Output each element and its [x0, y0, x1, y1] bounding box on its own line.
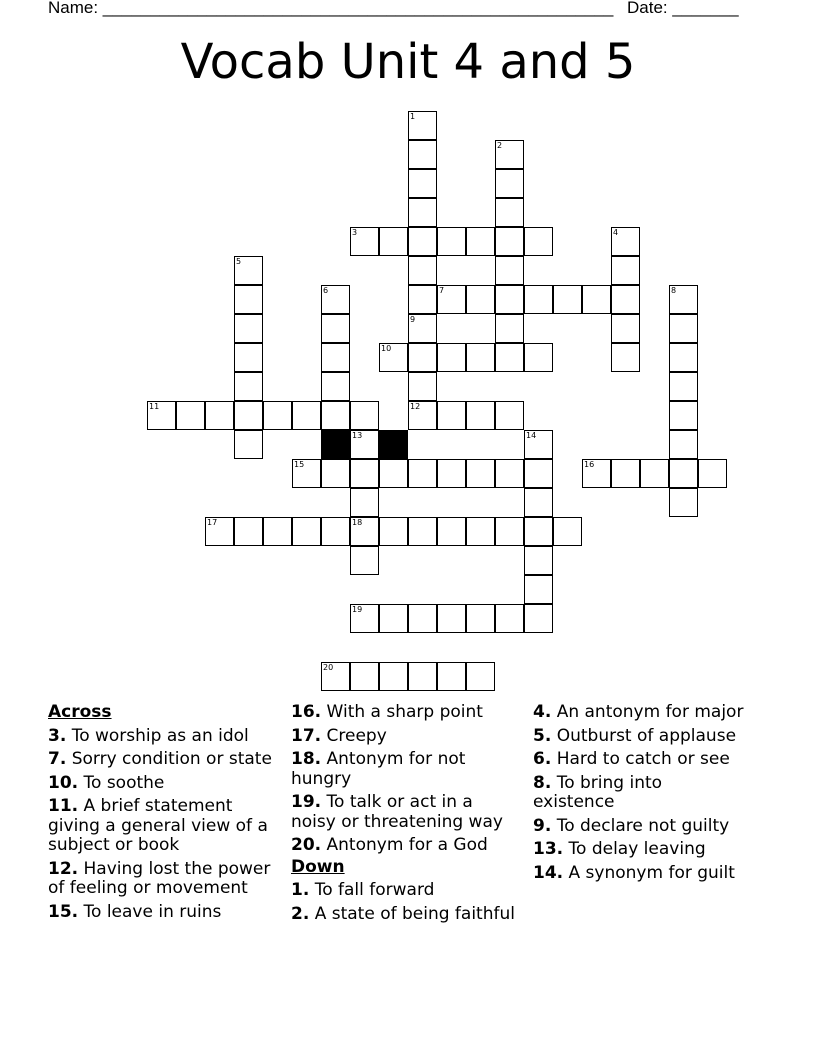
grid-cell[interactable] [408, 662, 437, 691]
clue-item-text: An antonym for major [551, 702, 744, 722]
clue-item-text: Antonym for a God [321, 835, 488, 855]
clue-item-number: 10. [48, 772, 79, 793]
grid-cell[interactable] [582, 459, 611, 488]
clue-item [533, 727, 748, 747]
grid-cell[interactable] [495, 256, 524, 285]
grid-cell[interactable] [669, 488, 698, 517]
grid-cell[interactable] [321, 662, 350, 691]
clue-item [533, 774, 748, 813]
clue-number: 3 [352, 228, 358, 237]
clue-item [291, 905, 523, 925]
clue-item [48, 727, 283, 747]
grid-cell[interactable] [524, 546, 553, 575]
grid-cell[interactable] [292, 401, 321, 430]
clue-item-text: Creepy [321, 725, 387, 746]
grid-cell[interactable] [408, 314, 437, 343]
clue-item-number: 3. [48, 725, 67, 746]
grid-cell[interactable] [350, 517, 379, 546]
clue-item-text: To fall forward [309, 880, 435, 900]
grid-cell[interactable] [408, 343, 437, 372]
grid-cell[interactable] [524, 488, 553, 517]
date-field-label: Date: _______ [627, 0, 739, 17]
clue-number: 2 [497, 141, 503, 150]
grid-cell[interactable] [611, 343, 640, 372]
grid-cell[interactable] [234, 343, 263, 372]
grid-cell[interactable] [408, 227, 437, 256]
name-field-label: Name: ______________________________________________________ [48, 0, 614, 17]
grid-cell[interactable] [495, 517, 524, 546]
grid-cell[interactable] [408, 459, 437, 488]
down-heading: Down [291, 856, 345, 877]
grid-cell[interactable] [495, 285, 524, 314]
grid-cell[interactable] [466, 517, 495, 546]
clue-item [533, 840, 748, 860]
grid-cell[interactable] [234, 401, 263, 430]
grid-cell[interactable] [437, 459, 466, 488]
grid-cell[interactable] [234, 517, 263, 546]
grid-cell[interactable] [263, 401, 292, 430]
grid-cell[interactable] [524, 604, 553, 633]
grid-cell[interactable] [321, 401, 350, 430]
grid-cell[interactable] [205, 517, 234, 546]
grid-cell[interactable] [466, 401, 495, 430]
grid-cell[interactable] [263, 517, 292, 546]
grid-cell[interactable] [640, 459, 669, 488]
grid-cell[interactable] [147, 401, 176, 430]
clue-item [291, 836, 523, 856]
grid-cell[interactable] [669, 430, 698, 459]
clue-item-number: 1. [291, 880, 310, 900]
grid-cell[interactable] [495, 169, 524, 198]
clue-number: 19 [352, 605, 363, 614]
clue-number: 4 [613, 228, 619, 237]
clue-item-text: To worship as an idol [66, 725, 249, 746]
grid-cell[interactable] [669, 372, 698, 401]
grid-cell[interactable] [466, 604, 495, 633]
grid-cell[interactable] [669, 343, 698, 372]
grid-cell[interactable] [350, 227, 379, 256]
clues-column-2 [291, 702, 523, 924]
clue-item-number: 9. [533, 815, 552, 836]
grid-cell[interactable] [669, 401, 698, 430]
clue-number: 20 [323, 663, 334, 672]
clue-item [48, 774, 283, 794]
clue-number: 14 [526, 431, 537, 440]
clue-number: 18 [352, 518, 363, 527]
clue-number: 1 [410, 112, 416, 121]
grid-cell[interactable] [611, 314, 640, 343]
clue-number: 15 [294, 460, 305, 469]
grid-cell[interactable] [408, 169, 437, 198]
grid-cell[interactable] [495, 459, 524, 488]
clue-item-number: 13. [533, 839, 564, 859]
clue-item [48, 750, 283, 770]
clue-item-number: 15. [48, 901, 79, 922]
clue-item [291, 881, 523, 901]
clue-item [533, 703, 748, 723]
clue-number: 17 [207, 518, 218, 527]
clue-item-number: 2. [291, 903, 310, 924]
clue-number: 7 [439, 286, 445, 295]
clue-item-number: 17. [291, 725, 322, 746]
grid-cell[interactable] [350, 662, 379, 691]
grid-cell[interactable] [321, 285, 350, 314]
grid-cell[interactable] [437, 662, 466, 691]
grid-cell[interactable] [234, 314, 263, 343]
grid-cell[interactable] [524, 575, 553, 604]
clue-item-number: 7. [48, 749, 67, 769]
clue-number: 11 [149, 402, 160, 411]
clue-item-text: Having lost the power of feeling or movement [48, 858, 271, 898]
grid-cell[interactable] [321, 343, 350, 372]
clue-item-text: A state of being faithful [309, 903, 515, 924]
grid-cell[interactable] [408, 604, 437, 633]
grid-cell[interactable] [379, 343, 408, 372]
clue-item-text: A synonym for guilt [563, 862, 735, 883]
grid-cell[interactable] [350, 546, 379, 575]
clue-item-text: With a sharp point [321, 702, 483, 722]
grid-cell[interactable] [437, 285, 466, 314]
grid-cell[interactable] [495, 604, 524, 633]
clue-item-number: 20. [291, 835, 322, 855]
clue-item [533, 864, 748, 884]
grid-cell[interactable] [321, 517, 350, 546]
clue-number: 13 [352, 431, 363, 440]
grid-cell[interactable] [234, 256, 263, 285]
grid-cell[interactable] [437, 343, 466, 372]
grid-cell[interactable] [379, 459, 408, 488]
grid-cell[interactable] [292, 459, 321, 488]
clue-item [48, 860, 283, 899]
clue-item-number: 8. [533, 772, 552, 793]
grid-cell[interactable] [495, 198, 524, 227]
grid-cell[interactable] [234, 372, 263, 401]
clue-item-text: To talk or act in a noisy or threatening way [291, 792, 503, 832]
grid-cell[interactable] [437, 517, 466, 546]
grid-cell[interactable] [495, 343, 524, 372]
clue-item-text: To soothe [78, 772, 165, 793]
clue-item-text: To bring into existence [533, 772, 663, 812]
grid-cell[interactable] [524, 227, 553, 256]
clue-item-number: 4. [533, 702, 552, 722]
clue-item-text: Sorry condition or state [66, 749, 272, 769]
grid-cell[interactable] [611, 256, 640, 285]
grid-cell[interactable] [408, 372, 437, 401]
clue-number: 16 [584, 460, 595, 469]
grid-cell[interactable] [524, 285, 553, 314]
clue-number: 9 [410, 315, 416, 324]
grid-cell[interactable] [669, 459, 698, 488]
clue-number: 12 [410, 402, 421, 411]
clue-item [291, 793, 523, 832]
grid-cell[interactable] [495, 227, 524, 256]
grid-cell[interactable] [205, 401, 234, 430]
grid-cell[interactable] [495, 314, 524, 343]
clue-item [533, 817, 748, 837]
clue-item-number: 12. [48, 858, 79, 879]
clue-number: 6 [323, 286, 329, 295]
grid-cell[interactable] [611, 285, 640, 314]
grid-cell[interactable] [234, 430, 263, 459]
clue-item-number: 6. [533, 749, 552, 769]
grid-cell[interactable] [524, 459, 553, 488]
grid-cell[interactable] [582, 285, 611, 314]
grid-cell[interactable] [379, 517, 408, 546]
clues-column-3 [533, 702, 748, 883]
grid-cell[interactable] [611, 459, 640, 488]
clue-item [291, 727, 523, 747]
clue-item [48, 903, 283, 923]
clue-item [291, 703, 523, 723]
page-title: Vocab Unit 4 and 5 [180, 34, 636, 90]
grid-cell[interactable] [524, 517, 553, 546]
grid-cell[interactable] [408, 198, 437, 227]
clue-item-number: 11. [48, 796, 79, 816]
grid-cell[interactable] [669, 314, 698, 343]
across-heading: Across [48, 702, 112, 722]
clue-item-number: 5. [533, 725, 552, 746]
clue-number: 10 [381, 344, 392, 353]
grid-cell[interactable] [698, 459, 727, 488]
grid-cell[interactable] [495, 401, 524, 430]
clue-item-text: Hard to catch or see [551, 749, 730, 769]
grid-cell[interactable] [466, 227, 495, 256]
grid-cell[interactable] [350, 604, 379, 633]
clue-item-text: A brief statement giving a general view of a subject or book [48, 796, 268, 855]
grid-cell[interactable] [321, 314, 350, 343]
grid-cell[interactable] [350, 430, 379, 459]
grid-cell[interactable] [495, 140, 524, 169]
grid-cell[interactable] [669, 285, 698, 314]
clues-column-1 [48, 702, 283, 922]
clue-item-text: Outburst of applause [551, 725, 737, 746]
grid-cell[interactable] [524, 430, 553, 459]
grid-cell[interactable] [437, 227, 466, 256]
clue-item [291, 750, 523, 789]
grid-cell[interactable] [466, 285, 495, 314]
clue-item-number: 16. [291, 702, 322, 722]
clue-item-text: To delay leaving [563, 839, 706, 859]
grid-cell[interactable] [292, 517, 321, 546]
grid-cell[interactable] [437, 401, 466, 430]
grid-cell[interactable] [466, 662, 495, 691]
clue-number: 5 [236, 257, 242, 266]
clue-item-text: To leave in ruins [78, 901, 222, 922]
grid-cell[interactable] [379, 662, 408, 691]
grid-cell[interactable] [611, 227, 640, 256]
grid-black-cell [321, 430, 350, 459]
grid-cell[interactable] [408, 140, 437, 169]
grid-cell[interactable] [176, 401, 205, 430]
grid-cell[interactable] [350, 488, 379, 517]
grid-cell[interactable] [379, 227, 408, 256]
grid-cell[interactable] [553, 517, 582, 546]
grid-cell[interactable] [437, 604, 466, 633]
clue-number: 8 [671, 286, 677, 295]
grid-cell[interactable] [350, 401, 379, 430]
clue-item-text: To declare not guilty [551, 815, 730, 836]
grid-cell[interactable] [321, 459, 350, 488]
grid-cell[interactable] [408, 111, 437, 140]
clue-item-number: 14. [533, 862, 564, 883]
grid-cell[interactable] [408, 517, 437, 546]
grid-cell[interactable] [321, 372, 350, 401]
grid-cell[interactable] [466, 343, 495, 372]
clue-item-number: 18. [291, 749, 322, 769]
clue-item-text: Antonym for not hungry [291, 749, 466, 789]
grid-cell[interactable] [408, 285, 437, 314]
clue-item [48, 797, 283, 856]
grid-cell[interactable] [553, 285, 582, 314]
clue-item [533, 750, 748, 770]
grid-cell[interactable] [466, 459, 495, 488]
grid-cell[interactable] [408, 401, 437, 430]
grid-cell[interactable] [524, 343, 553, 372]
grid-cell[interactable] [234, 285, 263, 314]
clue-item-number: 19. [291, 792, 322, 812]
grid-black-cell [379, 430, 408, 459]
grid-cell[interactable] [350, 459, 379, 488]
grid-cell[interactable] [408, 256, 437, 285]
grid-cell[interactable] [379, 604, 408, 633]
